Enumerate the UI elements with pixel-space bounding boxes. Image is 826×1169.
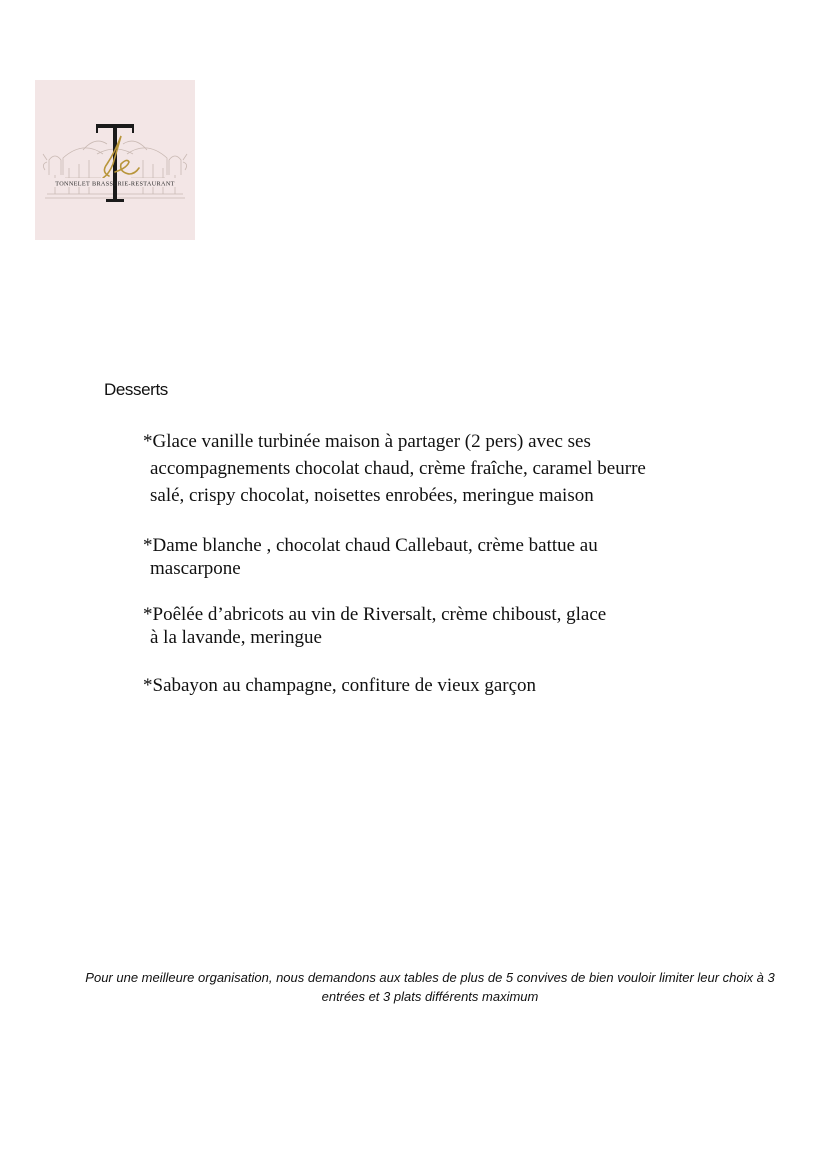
script-le <box>103 136 139 178</box>
dessert-item <box>143 603 606 649</box>
dessert-line: accompagnements chocolat chaud, crème fraîche, caramel beurre <box>150 458 646 479</box>
section-title: Desserts <box>104 380 168 399</box>
footer-line: Pour une meilleure organisation, nous demandons aux tables de plus de 5 convives de bien vouloir limiter leur choix à 3 <box>85 970 775 985</box>
dessert-item <box>143 673 536 699</box>
logo-name: TONNELET BRASSERIE-RESTAURANT <box>55 180 175 188</box>
dessert-line: salé, crispy chocolat, noisettes enrobées, meringue maison <box>150 485 594 506</box>
dessert-item <box>143 534 598 580</box>
dessert-line: *Poêlée d’abricots au vin de Riversalt, crème chiboust, glace <box>143 604 607 625</box>
dessert-line: *Sabayon au champagne, confiture de vieux garçon <box>143 675 537 696</box>
footer-note <box>40 968 820 1006</box>
dessert-item <box>143 429 646 509</box>
dessert-line: mascarpone <box>150 558 241 579</box>
restaurant-logo <box>35 80 195 240</box>
logo-graphic <box>35 80 195 240</box>
dessert-line: *Dame blanche , chocolat chaud Callebaut, crème battue au <box>143 535 598 556</box>
dessert-line: *Glace vanille turbinée maison à partager (2 pers) avec ses <box>143 431 591 452</box>
dessert-line: à la lavande, meringue <box>150 627 322 648</box>
footer-line: entrées et 3 plats différents maximum <box>321 989 539 1004</box>
